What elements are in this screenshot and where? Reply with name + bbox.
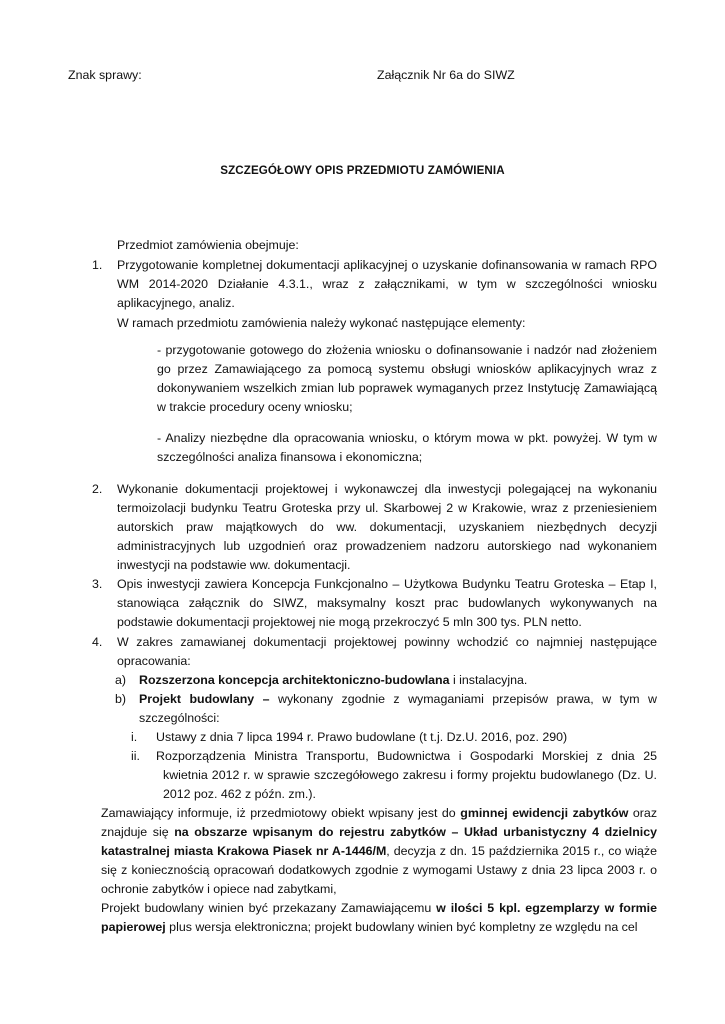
item-4b-bold: Projekt budowlany – (139, 692, 270, 706)
roman-i-number: i. (131, 730, 138, 744)
closing-p1-c: oraz znajduje się (101, 806, 658, 839)
closing-p1-a: Zamawiający informuje, iż przedmiotowy obiekt wpisany jest do (101, 806, 461, 820)
item-3-number: 3. (92, 577, 103, 591)
closing-p1-b: gminnej ewidencji zabytków (460, 806, 629, 820)
item-4b-letter: b) (115, 692, 127, 706)
item-1-sub-intro: W ramach przedmiotu zamówienia należy wykonać następujące elementy: (117, 316, 526, 330)
closing-p1-e: , decyzja z dn. 15 października 2015 r., co wiąże się z koniecznością opracowań dodatkowych zgodnie z wymogami Ustawy z dnia 23 lipca 2003 r. o ochronie zabytków i opiece nad zabytkami, (101, 844, 657, 896)
item-1-number: 1. (92, 258, 103, 272)
item-1-dash-1: - przygotowanie gotowego do złożenia wniosku o dofinansowanie i nadzór nad złożeniem go przez Zamawiającego za pomocą systemu obsługi wniosków aplikacyjnych wraz z dokonywaniem wszelkich zmian lub poprawek wymaganych przez Instytucję Zamawiającą w trakcie procedury oceny wniosku; (157, 343, 657, 414)
item-2-text: Wykonanie dokumentacji projektowej i wykonawczej dla inwestycji polegającej na wykonaniu termoizolacji budynku Teatru Groteska przy ul. Skarbowej 2 w Krakowie, wraz z przeniesieniem autorskich praw majątkowych do ww. dokumentacji, uzyskaniem niezbędnych decyzji administracyjnych lub uzgodnień oraz prowadzeniem nadzoru autorskiego nad wykonaniem inwestycji na podstawie ww. dokumentacji. (117, 482, 657, 572)
closing-paragraph-1 (101, 804, 657, 899)
closing-p2-c: plus wersja elektroniczna; projekt budowlany winien być kompletny ze względu na cel (165, 920, 638, 934)
case-number-label: Znak sprawy: (68, 68, 142, 82)
roman-ii-number: ii. (131, 749, 140, 763)
item-4a-rest: i instalacyjna. (449, 673, 528, 687)
item-4b-text (139, 690, 657, 728)
item-4a-letter: a) (115, 673, 127, 687)
item-4-number: 4. (92, 635, 103, 649)
item-4b-rest: wykonany zgodnie z wymaganiami przepisów prawa, w tym w szczególności: (139, 692, 657, 725)
item-3-text: Opis inwestycji zawiera Koncepcja Funkcjonalno – Użytkowa Budynku Teatru Groteska – Etap I, stanowiąca załącznik do SIWZ, maksymalny koszt prac budowlanych wykonywanych na podstawie dokumentacji projektowej nie mogą przekroczyć 5 mln 300 tys. PLN netto. (117, 577, 657, 629)
closing-p2-a: Projekt budowlany winien być przekazany Zamawiającemu (101, 901, 437, 915)
closing-p1-d: na obszarze wpisanym do rejestru zabytków – Układ urbanistyczny 4 dzielnicy katastralnej miasta Krakowa Piasek nr A-1446/M (101, 825, 657, 858)
page-title: SZCZEGÓŁOWY OPIS PRZEDMIOTU ZAMÓWIENIA (220, 164, 505, 177)
closing-paragraph-2 (101, 899, 657, 937)
intro-text: Przedmiot zamówienia obejmuje: (117, 238, 299, 252)
roman-i-text: Ustawy z dnia 7 lipca 1994 r. Prawo budowlane (t t.j. Dz.U. 2016, poz. 290) (156, 730, 568, 744)
item-1-dash-2: - Analizy niezbędne dla opracowania wniosku, o którym mowa w pkt. powyżej. W tym w szczególności analiza finansowa i ekonomiczna; (157, 431, 657, 464)
item-4a-text (139, 671, 657, 690)
roman-ii-text (156, 747, 657, 804)
roman-ii-content: Rozporządzenia Ministra Transportu, Budownictwa i Gospodarki Morskiej z dnia 25 kwietnia 2012 r. w sprawie szczegółowego zakresu i formy projektu budowlanego (Dz. U. 2012 poz. 462 z późn. zm.). (156, 749, 657, 801)
item-1-text: Przygotowanie kompletnej dokumentacji aplikacyjnej o uzyskanie dofinansowania w ramach RPO WM 2014-2020 Działanie 4.3.1., wraz z załącznikami, w tym w szczególności wniosku aplikacyjnego, analiz. (117, 258, 657, 310)
item-2-number: 2. (92, 482, 103, 496)
attachment-label: Załącznik Nr 6a do SIWZ (377, 68, 515, 82)
closing-p2-b: w ilości 5 kpl. egzemplarzy w formie papierowej (101, 901, 657, 934)
item-4-text: W zakres zamawianej dokumentacji projektowej powinny wchodzić co najmniej następujące opracowania: (117, 635, 657, 668)
item-4a-bold: Rozszerzona koncepcja architektoniczno-budowlana (139, 673, 450, 687)
